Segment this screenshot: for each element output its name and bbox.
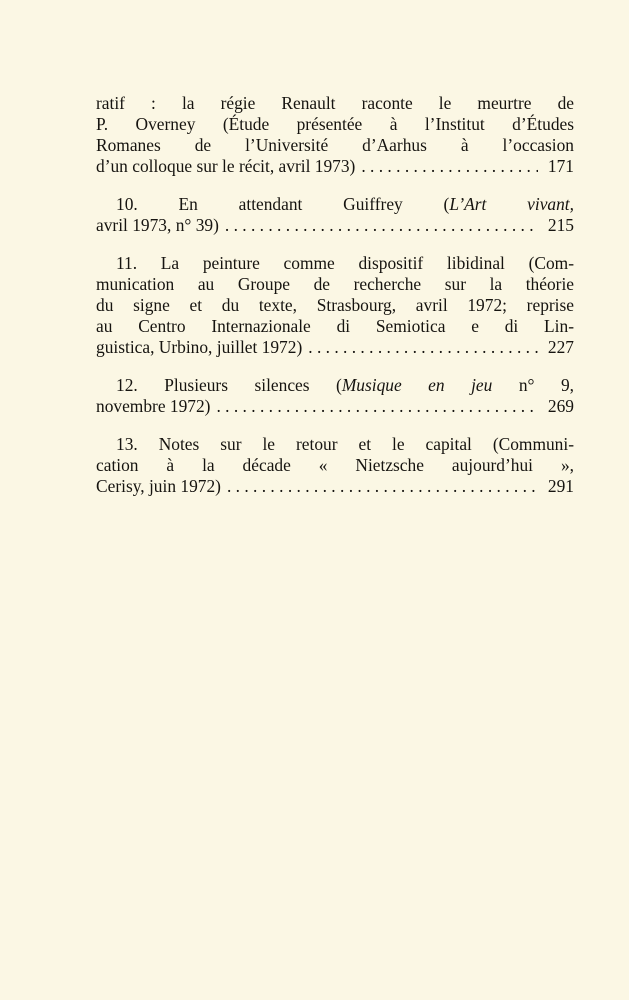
entry-line: 12. Plusieurs silences (Musique en jeu n° 9, (116, 375, 574, 395)
entry-line: 13. Notes sur le retour et le capital (Communi- (116, 434, 574, 454)
dot-leader (216, 396, 538, 417)
entry-text: avril 1973, n° 39) (96, 215, 219, 235)
entry-line: P. Overney (Étude présentée à l’Institut d’Études (96, 114, 574, 134)
entry-line: 11. La peinture comme dispositif libidinal (Com- (116, 253, 574, 273)
dot-leader (225, 215, 538, 236)
dot-leader (227, 476, 538, 497)
entry-last-line (96, 476, 574, 497)
toc-entry (96, 434, 574, 497)
entry-last-line (96, 156, 574, 177)
entry-text: novembre 1972) (96, 396, 211, 416)
entry-line: ratif : la régie Renault raconte le meurtre de (96, 93, 574, 113)
entry-text: d’un colloque sur le récit, avril 1973) (96, 156, 356, 176)
entry-line: au Centro Internazionale di Semiotica e di Lin- (96, 316, 574, 336)
toc-entry (96, 253, 574, 358)
page-number: 227 (547, 337, 574, 357)
entry-line: munication au Groupe de recherche sur la théorie (96, 274, 574, 294)
entry-last-line (96, 215, 574, 236)
page-number: 291 (547, 476, 574, 496)
entry-last-line (96, 337, 574, 358)
entry-last-line (96, 396, 574, 417)
table-of-contents (96, 93, 574, 514)
page-number: 171 (547, 156, 574, 176)
toc-entry (96, 194, 574, 236)
toc-entry (96, 93, 574, 177)
dot-leader (361, 156, 538, 177)
page-number: 215 (547, 215, 574, 235)
entry-text: guistica, Urbino, juillet 1972) (96, 337, 303, 357)
entry-line: Romanes de l’Université d’Aarhus à l’occasion (96, 135, 574, 155)
entry-line: du signe et du texte, Strasbourg, avril 1972; reprise (96, 295, 574, 315)
dot-leader (308, 337, 538, 358)
toc-entry (96, 375, 574, 417)
entry-line: cation à la décade « Nietzsche aujourd’hui », (96, 455, 574, 475)
entry-text: Cerisy, juin 1972) (96, 476, 221, 496)
entry-line: 10. En attendant Guiffrey (L’Art vivant, (116, 194, 574, 214)
page-number: 269 (547, 396, 574, 416)
